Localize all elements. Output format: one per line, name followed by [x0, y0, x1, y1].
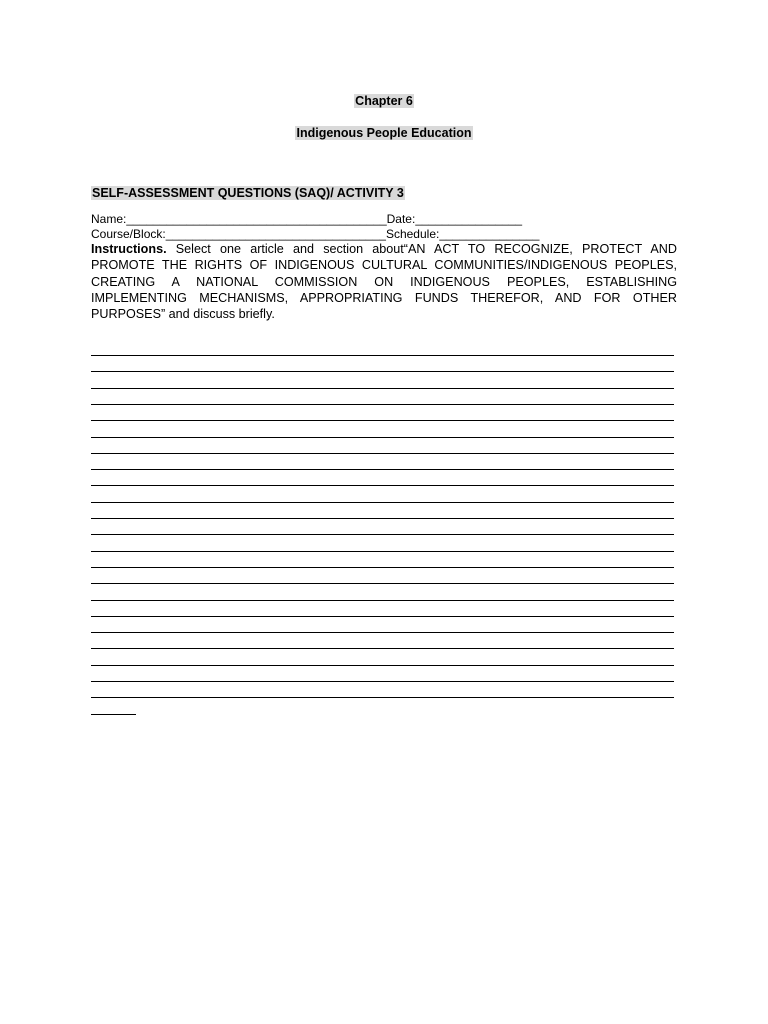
answer-line[interactable] [91, 697, 674, 698]
answer-line[interactable] [91, 437, 674, 438]
answer-line[interactable] [91, 648, 674, 649]
answer-line[interactable] [91, 534, 674, 535]
name-field[interactable]: _______________________________________ [126, 212, 387, 226]
answer-line[interactable] [91, 502, 674, 503]
answer-line[interactable] [91, 371, 674, 372]
document-title [0, 125, 768, 141]
schedule-field[interactable]: _______________ [439, 227, 540, 241]
activity-heading-text: SELF-ASSESSMENT QUESTIONS (SAQ)/ ACTIVITY 3 [92, 186, 404, 200]
chapter-text: Chapter 6 [355, 94, 413, 108]
instructions-paragraph [91, 241, 677, 322]
course-schedule-row [91, 227, 691, 241]
instructions-text: Select one article and section about“AN ACT TO RECOGNIZE, PROTECT AND PROMOTE THE RIGHTS OF INDIGENOUS CULTURAL COMMUNITIES/INDIGENOUS PEOPLES, CREATING A NATIONAL COMMISSION ON INDIGENOUS PEOPLES, ESTABLISHING IMPLEMENTING MECHANISMS, APPROPRIATING FUNDS THEREFOR, AND FOR OTHER PURPOSES” and discuss briefly. [91, 242, 677, 322]
answer-line[interactable] [91, 420, 674, 421]
course-label: Course/Block: [91, 227, 166, 241]
answer-line[interactable] [91, 404, 674, 405]
date-field[interactable]: ________________ [415, 212, 523, 226]
name-label: Name: [91, 212, 127, 226]
answer-line[interactable] [91, 485, 674, 486]
date-label: Date: [386, 212, 416, 226]
name-date-row [91, 212, 691, 226]
answer-line[interactable] [91, 600, 674, 601]
instructions-label: Instructions. [91, 242, 167, 256]
answer-line[interactable] [91, 681, 674, 682]
answer-line[interactable] [91, 518, 674, 519]
answer-line[interactable] [91, 567, 674, 568]
course-field[interactable]: _________________________________ [165, 227, 386, 241]
activity-heading [91, 185, 691, 201]
answer-line[interactable] [91, 665, 674, 666]
answer-line[interactable] [91, 632, 674, 633]
answer-line[interactable] [91, 551, 674, 552]
chapter-label [0, 93, 768, 109]
answer-line[interactable] [91, 583, 674, 584]
schedule-label: Schedule: [385, 227, 440, 241]
answer-line[interactable] [91, 616, 674, 617]
answer-line[interactable] [91, 388, 674, 389]
title-text: Indigenous People Education [296, 126, 472, 140]
answer-line[interactable] [91, 355, 674, 356]
answer-line[interactable] [91, 469, 674, 470]
answer-line[interactable] [91, 714, 136, 715]
answer-line[interactable] [91, 453, 674, 454]
